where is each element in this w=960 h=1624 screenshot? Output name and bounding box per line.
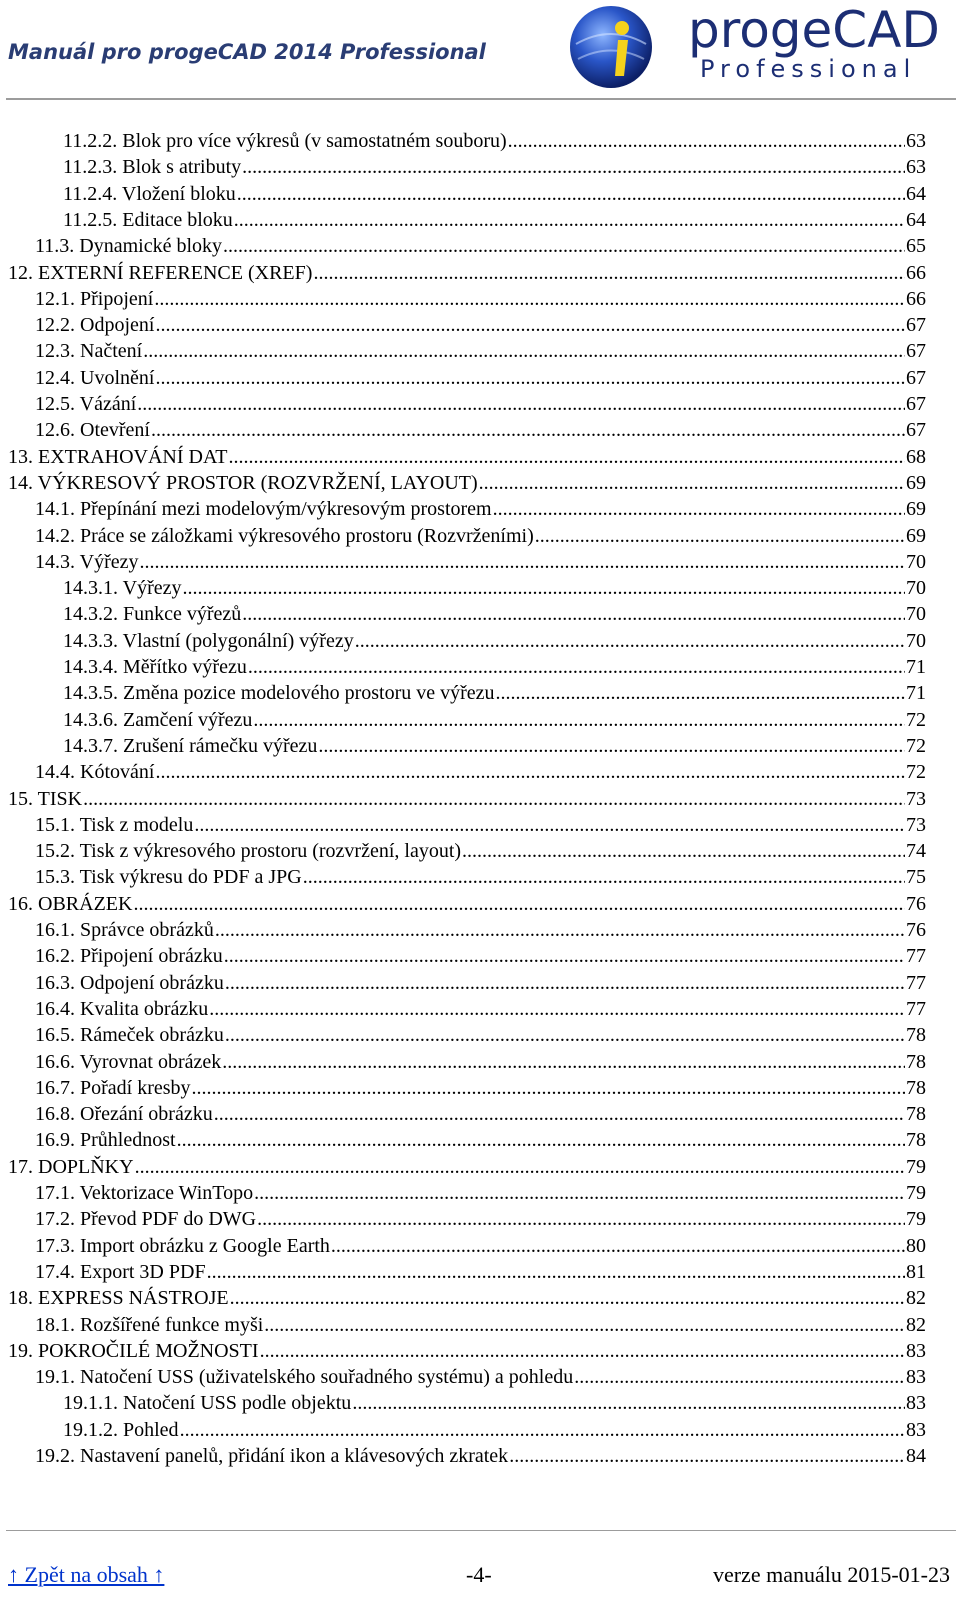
toc-entry[interactable]: [35, 312, 926, 338]
progecad-logo: [568, 0, 960, 96]
toc-leader-dots: [508, 128, 905, 154]
document-title: Manuál pro progeCAD 2014 Professional: [8, 40, 486, 64]
toc-leader-dots: [222, 1049, 905, 1075]
toc-entry[interactable]: [63, 680, 926, 706]
globe-logo-icon: [568, 4, 654, 90]
toc-leader-dots: [313, 260, 905, 286]
toc-entry-label: 17. DOPLŇKY: [8, 1155, 134, 1178]
toc-leader-dots: [228, 444, 905, 470]
toc-entry-label: 15.3. Tisk výkresu do PDF a JPG: [35, 866, 302, 889]
toc-entry-page: 64: [906, 182, 926, 205]
toc-entry-label: 15.2. Tisk z výkresového prostoru (rozvržení, layout): [35, 840, 462, 863]
toc-entry-page: 67: [906, 314, 926, 337]
toc-entry[interactable]: [35, 338, 926, 364]
toc-leader-dots: [260, 1338, 905, 1364]
toc-entry[interactable]: [35, 996, 926, 1022]
toc-entry[interactable]: [63, 628, 926, 654]
toc-entry-label: 15.1. Tisk z modelu: [35, 813, 194, 836]
toc-entry-label: 11.2.5. Editace bloku: [63, 208, 233, 231]
toc-entry-label: 14.3.6. Zamčení výřezu: [63, 708, 253, 731]
toc-entry-label: 16.4. Kvalita obrázku: [35, 997, 209, 1020]
toc-leader-dots: [137, 391, 905, 417]
toc-leader-dots: [257, 1206, 905, 1232]
toc-entry-label: 14.3.3. Vlastní (polygonální) výřezy: [63, 629, 354, 652]
toc-entry[interactable]: [63, 575, 926, 601]
toc-leader-dots: [234, 207, 905, 233]
toc-leader-dots: [318, 733, 905, 759]
toc-entry[interactable]: [35, 1206, 926, 1232]
toc-entry-page: 65: [906, 235, 926, 258]
toc-entry-page: 76: [906, 892, 926, 915]
toc-entry-page: 71: [906, 682, 926, 705]
toc-entry-label: 15. TISK: [8, 787, 83, 810]
toc-entry-label: 14.3.2. Funkce výřezů: [63, 603, 242, 626]
toc-entry-page: 67: [906, 393, 926, 415]
toc-leader-dots: [331, 1233, 905, 1259]
toc-entry[interactable]: [63, 181, 926, 207]
toc-entry-page: 84: [906, 1445, 926, 1467]
toc-entry-page: 73: [906, 813, 926, 836]
toc-entry-page: 79: [906, 1155, 926, 1178]
toc-entry-page: 79: [906, 1208, 926, 1231]
toc-entry[interactable]: [8, 1338, 926, 1364]
toc-entry-page: 70: [906, 550, 926, 573]
toc-leader-dots: [154, 286, 905, 312]
toc-entry-page: 72: [906, 708, 926, 731]
page-number: -4-: [466, 1562, 492, 1587]
header-divider: [6, 98, 956, 100]
toc-entry[interactable]: [8, 470, 926, 496]
toc-leader-dots: [248, 654, 905, 680]
toc-entry-page: 72: [906, 734, 926, 757]
toc-entry[interactable]: [35, 496, 926, 522]
toc-entry-label: 14.3.5. Změna pozice modelového prostoru ve výřezu: [63, 682, 495, 705]
toc-leader-dots: [151, 417, 905, 443]
toc-entry-label: 16. OBRÁZEK: [8, 892, 133, 915]
toc-leader-dots: [574, 1364, 905, 1390]
toc-entry-label: 14. VÝKRESOVÝ PROSTOR (ROZVRŽENÍ, LAYOUT): [8, 471, 478, 494]
toc-entry-page: 69: [906, 498, 926, 521]
toc-entry-label: 12.4. Uvolnění: [35, 366, 155, 389]
toc-leader-dots: [509, 1443, 905, 1469]
toc-entry[interactable]: [35, 1259, 926, 1285]
toc-leader-dots: [83, 786, 905, 812]
logo-wordmark: progeCAD: [688, 1, 940, 59]
toc-entry-label: 16.3. Odpojení obrázku: [35, 971, 224, 994]
toc-entry-label: 19.1. Natočení USS (uživatelského souřadného systému) a pohledu: [35, 1366, 574, 1389]
toc-entry-label: 16.8. Ořezání obrázku: [35, 1103, 213, 1126]
page-header: [0, 0, 960, 100]
toc-entry-page: 69: [906, 524, 926, 547]
toc-entry[interactable]: [63, 207, 926, 233]
toc-entry[interactable]: [8, 1154, 926, 1180]
toc-entry[interactable]: [63, 601, 926, 627]
toc-entry[interactable]: [35, 1049, 926, 1075]
toc-leader-dots: [225, 1022, 905, 1048]
toc-leader-dots: [155, 759, 905, 785]
toc-leader-dots: [215, 917, 905, 943]
toc-entry-label: 16.6. Vyrovnat obrázek: [35, 1050, 222, 1073]
toc-entry-page: 77: [906, 971, 926, 994]
toc-entry[interactable]: [8, 444, 926, 470]
back-to-contents-link[interactable]: ↑ Zpět na obsah ↑: [8, 1562, 165, 1587]
toc-entry-label: 14.2. Práce se záložkami výkresového prostoru (Rozvrženími): [35, 524, 534, 547]
toc-entry[interactable]: [8, 786, 926, 812]
toc-entry-label: 12.2. Odpojení: [35, 314, 155, 337]
toc-entry-label: 11.2.3. Blok s atributy: [63, 156, 242, 179]
toc-entry-page: 64: [906, 208, 926, 231]
toc-entry[interactable]: [35, 1127, 926, 1153]
toc-leader-dots: [209, 996, 905, 1022]
toc-entry[interactable]: [35, 917, 926, 943]
toc-entry[interactable]: [8, 260, 926, 286]
toc-entry-page: 79: [906, 1182, 926, 1204]
toc-entry-page: 77: [906, 997, 926, 1020]
toc-entry-page: 82: [906, 1287, 926, 1310]
footer-divider: [6, 1530, 956, 1531]
toc-entry-page: 73: [906, 787, 926, 810]
toc-entry-label: 14.3. Výřezy: [35, 550, 139, 573]
toc-entry[interactable]: [35, 1312, 926, 1338]
toc-entry-page: 63: [906, 156, 926, 179]
manual-version: verze manuálu 2015-01-23: [712, 1562, 950, 1587]
toc-entry-page: 83: [906, 1366, 926, 1389]
toc-entry-label: 16.5. Rámeček obrázku: [35, 1024, 224, 1047]
toc-leader-dots: [224, 943, 905, 969]
toc-entry-label: 16.7. Pořadí kresby: [35, 1076, 191, 1099]
toc-leader-dots: [535, 523, 905, 549]
toc-entry-page: 67: [906, 340, 926, 363]
toc-entry[interactable]: [35, 549, 926, 575]
toc-entry-label: 18.1. Rozšířené funkce myši: [35, 1313, 264, 1336]
toc-entry[interactable]: [35, 943, 926, 969]
toc-entry[interactable]: [63, 654, 926, 680]
toc-entry-label: 14.1. Přepínání mezi modelovým/výkresovým prostorem: [35, 498, 492, 521]
toc-entry[interactable]: [35, 864, 926, 890]
toc-entry[interactable]: [63, 707, 926, 733]
toc-entry[interactable]: [63, 128, 926, 154]
toc-entry[interactable]: [35, 286, 926, 312]
toc-entry-page: 83: [906, 1339, 926, 1362]
toc-leader-dots: [143, 338, 905, 364]
toc-entry-label: 12.5. Vázání: [35, 393, 137, 415]
toc-entry[interactable]: [35, 391, 926, 417]
toc-entry-label: 11.2.2. Blok pro více výkresů (v samostatném souboru): [63, 130, 507, 152]
toc-leader-dots: [462, 838, 905, 864]
toc-entry-page: 69: [906, 471, 926, 494]
toc-leader-dots: [180, 1417, 905, 1443]
toc-entry-page: 67: [906, 419, 926, 442]
toc-leader-dots: [303, 864, 905, 890]
toc-leader-dots: [223, 233, 905, 259]
toc-entry-page: 71: [906, 656, 926, 678]
toc-entry[interactable]: [35, 1075, 926, 1101]
toc-entry-page: 70: [906, 603, 926, 626]
toc-entry[interactable]: [63, 733, 926, 759]
toc-entry[interactable]: [35, 759, 926, 785]
toc-entry-label: 19. POKROČILÉ MOŽNOSTI: [8, 1339, 259, 1362]
toc-entry-page: 83: [906, 1392, 926, 1415]
toc-entry-page: 77: [906, 945, 926, 968]
toc-entry-page: 78: [906, 1129, 926, 1152]
toc-entry-page: 74: [906, 840, 926, 863]
toc-entry-label: 16.9. Průhlednost: [35, 1129, 176, 1152]
toc-entry-page: 66: [906, 261, 926, 284]
toc-entry[interactable]: [63, 1417, 926, 1443]
toc-leader-dots: [237, 181, 905, 207]
toc-leader-dots: [155, 365, 905, 391]
toc-leader-dots: [253, 707, 905, 733]
toc-entry-page: 67: [906, 366, 926, 389]
toc-entry-page: 75: [906, 866, 926, 889]
toc-entry-label: 14.3.7. Zrušení rámečku výřezu: [63, 734, 318, 757]
toc-entry[interactable]: [35, 365, 926, 391]
toc-leader-dots: [242, 154, 905, 180]
toc-leader-dots: [192, 1075, 905, 1101]
toc-entry[interactable]: [35, 1364, 926, 1390]
toc-entry-page: 70: [906, 629, 926, 652]
toc-leader-dots: [242, 601, 905, 627]
toc-leader-dots: [496, 680, 905, 706]
toc-entry-label: 19.1.1. Natočení USS podle objektu: [63, 1392, 352, 1415]
toc-entry-page: 72: [906, 761, 926, 784]
toc-leader-dots: [264, 1312, 905, 1338]
toc-entry-label: 17.3. Import obrázku z Google Earth: [35, 1234, 330, 1257]
toc-entry[interactable]: [63, 154, 926, 180]
toc-entry-label: 12.6. Otevření: [35, 419, 150, 442]
toc-entry-label: 16.1. Správce obrázků: [35, 919, 214, 941]
toc-entry[interactable]: [35, 1233, 926, 1259]
toc-entry-page: 63: [906, 130, 926, 152]
toc-entry[interactable]: [35, 233, 926, 259]
toc-leader-dots: [133, 891, 905, 917]
toc-entry-label: 12.3. Načtení: [35, 340, 143, 363]
toc-entry-page: 80: [906, 1234, 926, 1257]
toc-entry-label: 11.3. Dynamické bloky: [35, 235, 223, 258]
toc-leader-dots: [194, 812, 905, 838]
toc-entry-page: 83: [906, 1418, 926, 1441]
toc-entry-page: 81: [906, 1260, 926, 1283]
toc-entry[interactable]: [8, 1285, 926, 1311]
toc-entry[interactable]: [35, 970, 926, 996]
toc-entry-label: 14.4. Kótování: [35, 761, 155, 784]
toc-entry-label: 16.2. Připojení obrázku: [35, 945, 223, 968]
toc-leader-dots: [135, 1154, 905, 1180]
toc-entry-label: 13. EXTRAHOVÁNÍ DAT: [8, 445, 228, 468]
toc-entry-label: 17.1. Vektorizace WinTopo: [35, 1182, 254, 1204]
toc-entry-page: 70: [906, 577, 926, 600]
toc-leader-dots: [140, 549, 906, 575]
toc-entry-page: 78: [906, 1024, 926, 1047]
toc-leader-dots: [254, 1180, 905, 1206]
toc-entry[interactable]: [35, 838, 926, 864]
toc-entry-label: 19.2. Nastavení panelů, přidání ikon a klávesových zkratek: [35, 1445, 509, 1467]
toc-leader-dots: [352, 1390, 905, 1416]
toc-entry-page: 76: [906, 919, 926, 941]
toc-entry-label: 17.4. Export 3D PDF: [35, 1260, 206, 1283]
toc-entry-page: 82: [906, 1313, 926, 1336]
toc-leader-dots: [230, 1285, 905, 1311]
toc-entry-label: 11.2.4. Vložení bloku: [63, 182, 236, 205]
toc-leader-dots: [207, 1259, 905, 1285]
toc-entry-label: 14.3.4. Měřítko výřezu: [63, 656, 247, 678]
toc-leader-dots: [183, 575, 906, 601]
toc-leader-dots: [225, 970, 905, 996]
toc-entry-label: 14.3.1. Výřezy: [63, 577, 182, 600]
toc-entry[interactable]: [35, 1101, 926, 1127]
toc-entry[interactable]: [35, 1443, 926, 1469]
toc-entry[interactable]: [35, 1022, 926, 1048]
toc-entry-page: 78: [906, 1076, 926, 1099]
toc-entry[interactable]: [35, 417, 926, 443]
toc-leader-dots: [177, 1127, 905, 1153]
toc-entry-page: 78: [906, 1103, 926, 1126]
toc-entry[interactable]: [35, 1180, 926, 1206]
toc-entry-label: 18. EXPRESS NÁSTROJE: [8, 1287, 229, 1310]
toc-leader-dots: [493, 496, 905, 522]
toc-entry-label: 19.1.2. Pohled: [63, 1418, 179, 1441]
toc-entry-label: 12.1. Připojení: [35, 287, 154, 310]
toc-leader-dots: [479, 470, 905, 496]
toc-leader-dots: [155, 312, 905, 338]
toc-entry[interactable]: [35, 812, 926, 838]
toc-entry-page: 66: [906, 287, 926, 310]
toc-entry-label: 12. EXTERNÍ REFERENCE (XREF): [8, 261, 313, 284]
toc-entry[interactable]: [8, 891, 926, 917]
logo-subtitle: Professional: [700, 55, 917, 83]
toc-entry-label: 17.2. Převod PDF do DWG: [35, 1208, 257, 1231]
toc-leader-dots: [355, 628, 905, 654]
toc-entry-page: 78: [906, 1050, 926, 1073]
toc-leader-dots: [214, 1101, 905, 1127]
toc-entry[interactable]: [35, 523, 926, 549]
toc-entry[interactable]: [63, 1390, 926, 1416]
toc-entry-page: 68: [906, 445, 926, 468]
